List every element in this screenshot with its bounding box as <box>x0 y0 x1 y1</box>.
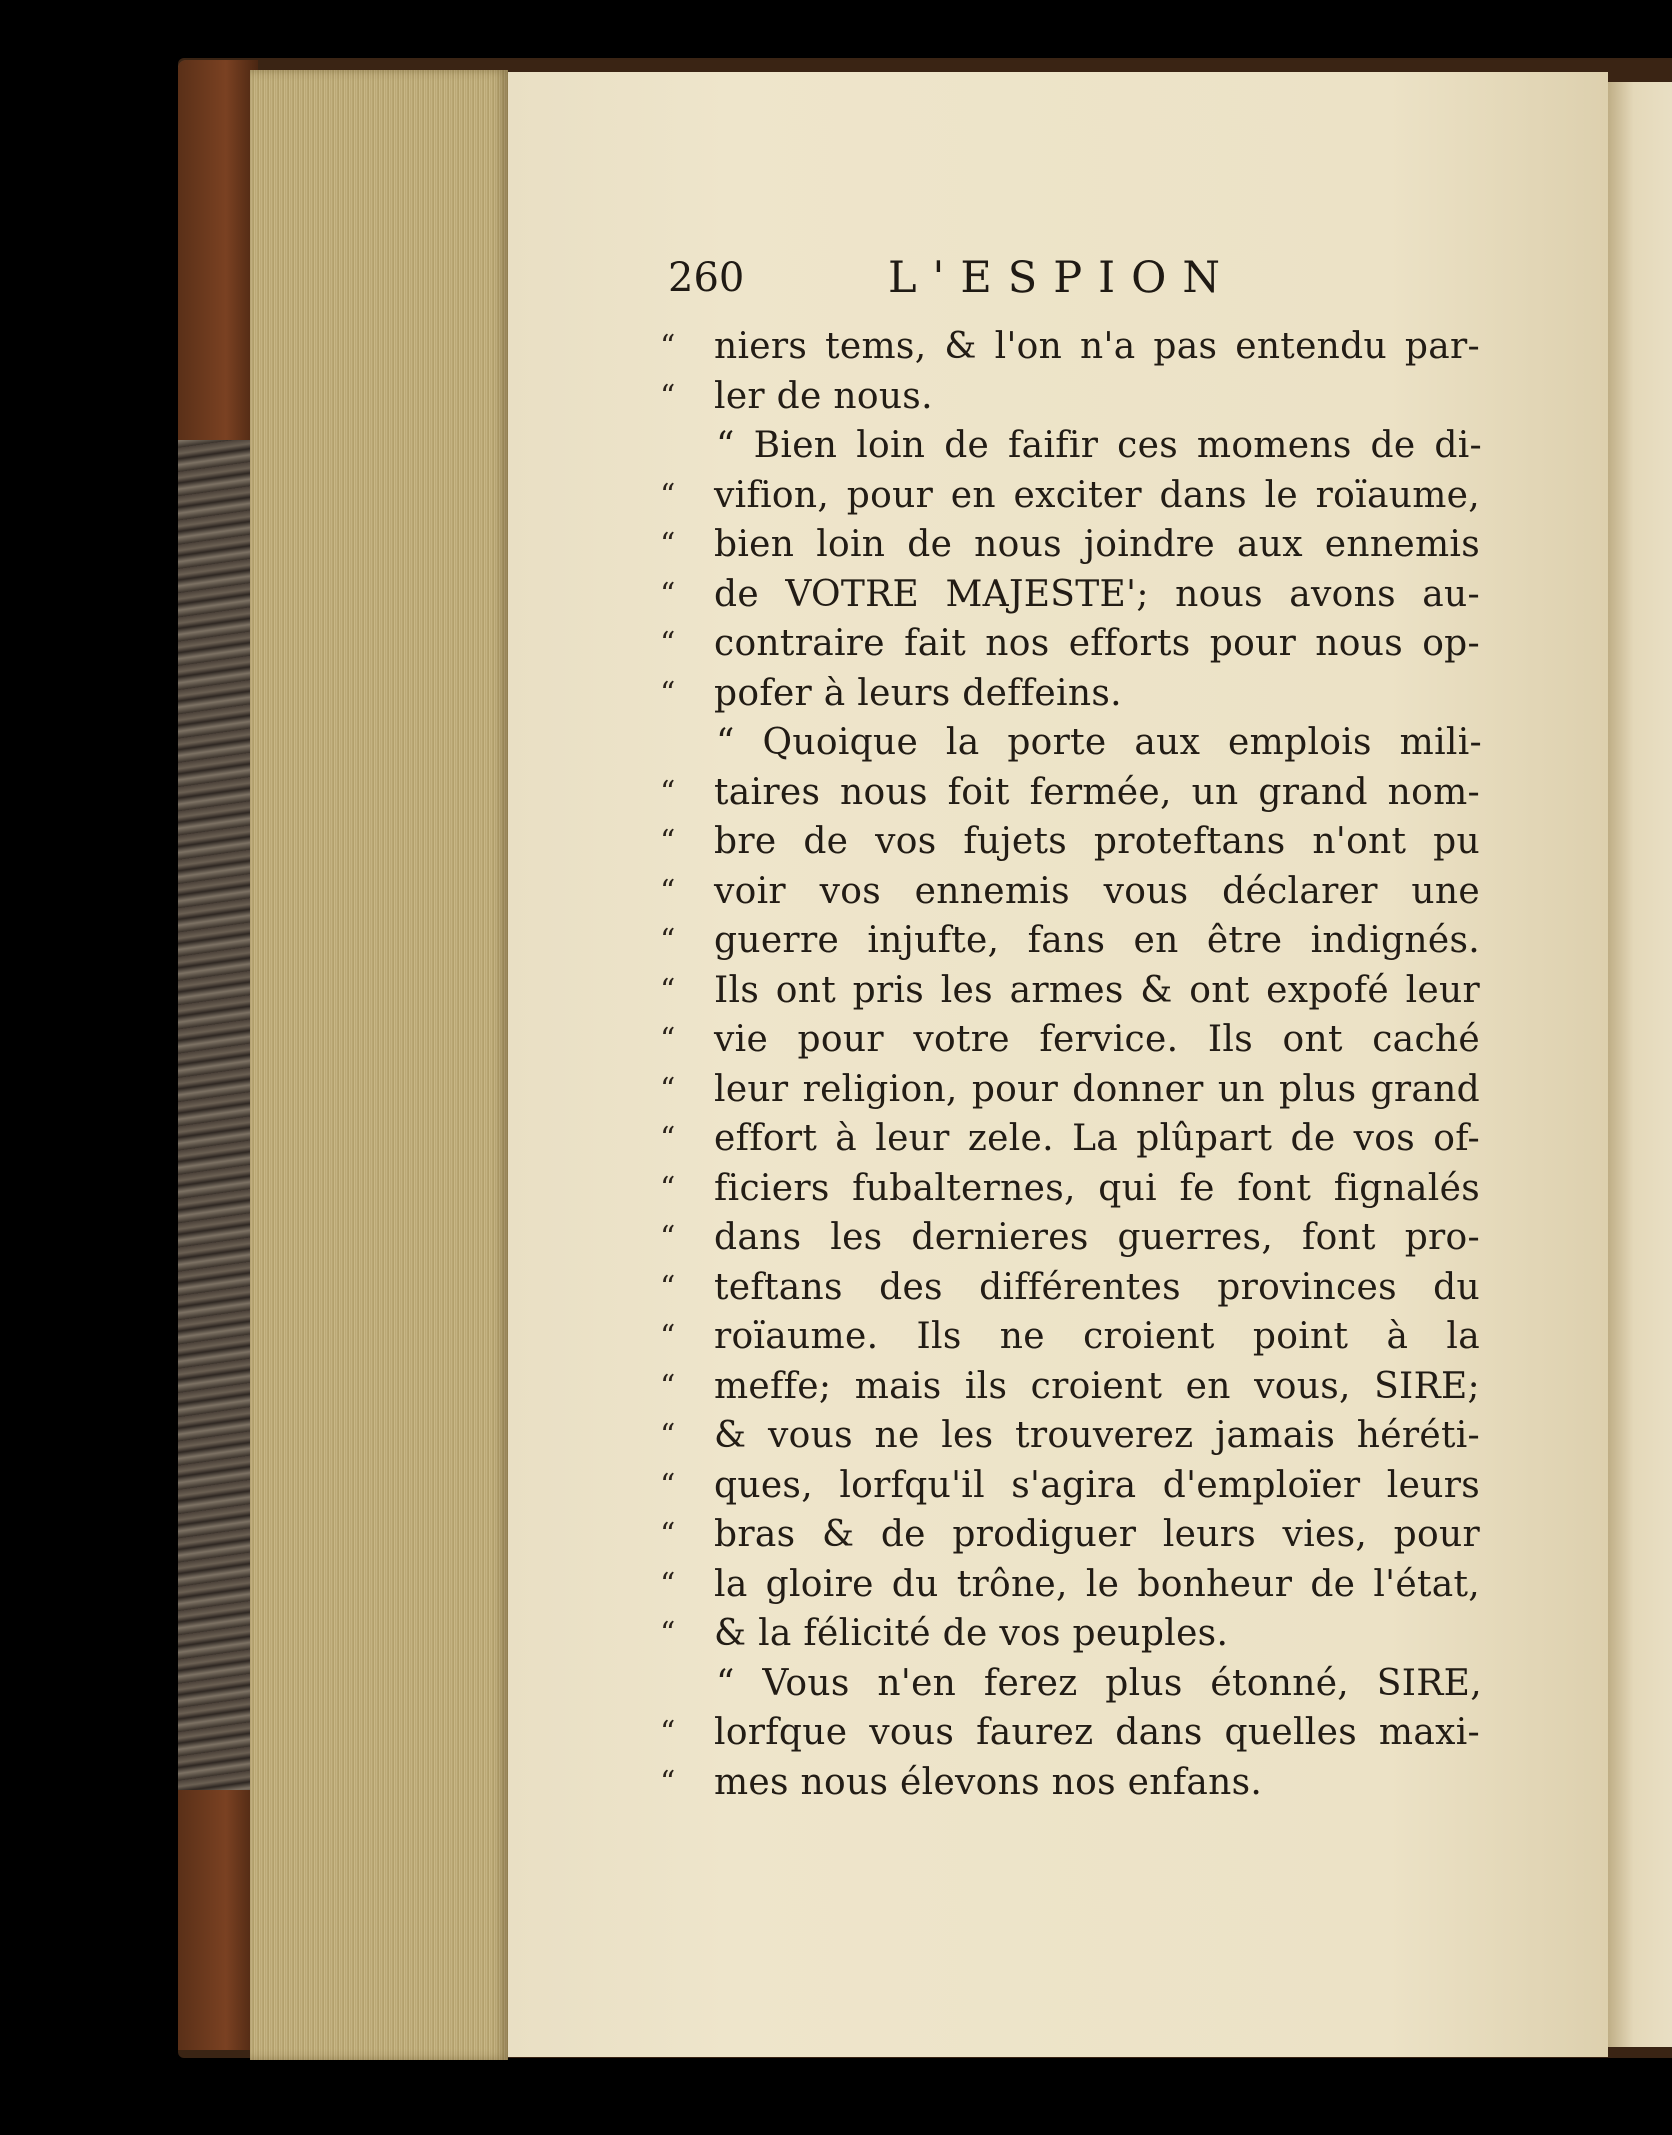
text-line <box>660 768 1480 818</box>
quote-mark: “ <box>660 1517 676 1552</box>
line-text: guerre injufte, fans en être indignés. <box>714 920 1480 961</box>
line-text: “ Bien loin de faifir ces momens de di- <box>716 425 1482 466</box>
text-line <box>660 1114 1480 1164</box>
quote-mark: “ <box>660 1071 676 1107</box>
text-line <box>660 1659 1480 1709</box>
quote-mark: “ <box>660 1764 676 1800</box>
quote-mark: “ <box>660 477 676 513</box>
quote-mark: “ <box>660 824 676 859</box>
text-line <box>660 520 1480 570</box>
quote-mark: “ <box>660 1616 676 1651</box>
quote-mark: “ <box>660 873 676 909</box>
line-text: meffe; mais ils croient en vous, SIRE; <box>714 1365 1480 1407</box>
page-number: 260 <box>668 255 745 301</box>
body-text <box>660 322 1480 1807</box>
line-text: ler de nous. <box>714 375 933 417</box>
text-line <box>660 1065 1480 1115</box>
text-line <box>660 322 1480 372</box>
line-text: “ Quoique la porte aux emplois mili- <box>716 722 1482 763</box>
quote-mark: “ <box>660 1715 676 1750</box>
text-line <box>660 966 1480 1016</box>
running-title: L'ESPION <box>888 253 1237 303</box>
quote-mark: “ <box>660 1467 676 1503</box>
text-line <box>660 1263 1480 1313</box>
quote-mark: “ <box>660 329 676 364</box>
text-line <box>660 1362 1480 1412</box>
text-line <box>660 1164 1480 1214</box>
quote-mark: “ <box>660 1269 676 1305</box>
text-line <box>660 1609 1480 1659</box>
text-line <box>660 471 1480 521</box>
quote-mark: “ <box>660 378 676 414</box>
text-line <box>660 718 1480 768</box>
quote-mark: “ <box>660 576 676 612</box>
text-line <box>660 1560 1480 1610</box>
quote-mark: “ <box>660 774 676 810</box>
text-line <box>660 1708 1480 1758</box>
text-line <box>660 867 1480 917</box>
quote-mark: “ <box>660 1566 676 1602</box>
facing-page-edge <box>1608 82 1672 2047</box>
line-text: taires nous foit fermée, un grand nom- <box>714 771 1480 813</box>
page-header <box>668 250 1268 310</box>
quote-mark: “ <box>660 527 676 562</box>
line-text: & vous ne les trouverez jamais héréti- <box>714 1415 1480 1456</box>
text-line <box>660 669 1480 719</box>
quote-mark: “ <box>660 1022 676 1057</box>
text-line <box>660 1510 1480 1560</box>
quote-mark: “ <box>660 972 676 1008</box>
line-text: vifion, pour en exciter dans le roïaume, <box>714 474 1480 516</box>
line-text: & la félicité de vos peuples. <box>714 1613 1229 1654</box>
text-line <box>660 421 1480 471</box>
line-text: bien loin de nous joindre aux ennemis <box>714 524 1480 565</box>
line-text: niers tems, & l'on n'a pas entendu par- <box>714 326 1480 367</box>
quote-mark: “ <box>660 1220 676 1255</box>
line-text: bre de vos fujets proteftans n'ont pu <box>714 821 1480 862</box>
text-line <box>660 372 1480 422</box>
line-text: leur religion, pour donner un plus grand <box>714 1068 1480 1110</box>
quote-mark: “ <box>660 626 676 661</box>
text-line <box>660 1015 1480 1065</box>
text-line <box>660 817 1480 867</box>
leather-corner-top <box>178 60 258 440</box>
quote-mark: “ <box>660 1319 676 1354</box>
line-text: ficiers fubalternes, qui fe font fignalés <box>714 1167 1480 1209</box>
line-text: ques, lorfqu'il s'agira d'emploïer leurs <box>714 1464 1480 1506</box>
leather-corner-bottom <box>178 1790 258 2050</box>
line-text: “ Vous n'en ferez plus étonné, SIRE, <box>716 1662 1482 1704</box>
text-line <box>660 1312 1480 1362</box>
quote-mark: “ <box>660 675 676 711</box>
quote-mark: “ <box>660 1418 676 1453</box>
text-line <box>660 570 1480 620</box>
line-text: roïaume. Ils ne croient point à la <box>714 1316 1480 1357</box>
line-text: Ils ont pris les armes & ont expofé leur <box>714 969 1480 1011</box>
quote-mark: “ <box>660 923 676 958</box>
line-text: la gloire du trône, le bonheur de l'état, <box>714 1563 1480 1605</box>
text-line <box>660 1213 1480 1263</box>
text-line <box>660 1758 1480 1808</box>
line-text: vie pour votre fervice. Ils ont caché <box>714 1019 1480 1060</box>
line-text: teftans des différentes provinces du <box>714 1266 1480 1308</box>
text-line <box>660 1411 1480 1461</box>
page-edges <box>250 70 508 2060</box>
line-text: pofer à leurs deffeins. <box>714 672 1122 714</box>
quote-mark: “ <box>660 1170 676 1206</box>
line-text: dans les dernieres guerres, font pro- <box>714 1217 1480 1258</box>
line-text: lorfque vous faurez dans quelles maxi- <box>714 1712 1480 1753</box>
text-line <box>660 1461 1480 1511</box>
line-text: mes nous élevons nos enfans. <box>714 1761 1263 1803</box>
text-line <box>660 619 1480 669</box>
line-text: voir vos ennemis vous déclarer une <box>714 870 1480 912</box>
line-text: effort à leur zele. La plûpart de vos of- <box>714 1118 1480 1159</box>
line-text: contraire fait nos efforts pour nous op- <box>714 623 1480 664</box>
line-text: de VOTRE MAJESTE'; nous avons au- <box>714 573 1480 615</box>
text-line <box>660 916 1480 966</box>
line-text: bras & de prodiguer leurs vies, pour <box>714 1514 1480 1555</box>
quote-mark: “ <box>660 1368 676 1404</box>
quote-mark: “ <box>660 1121 676 1156</box>
